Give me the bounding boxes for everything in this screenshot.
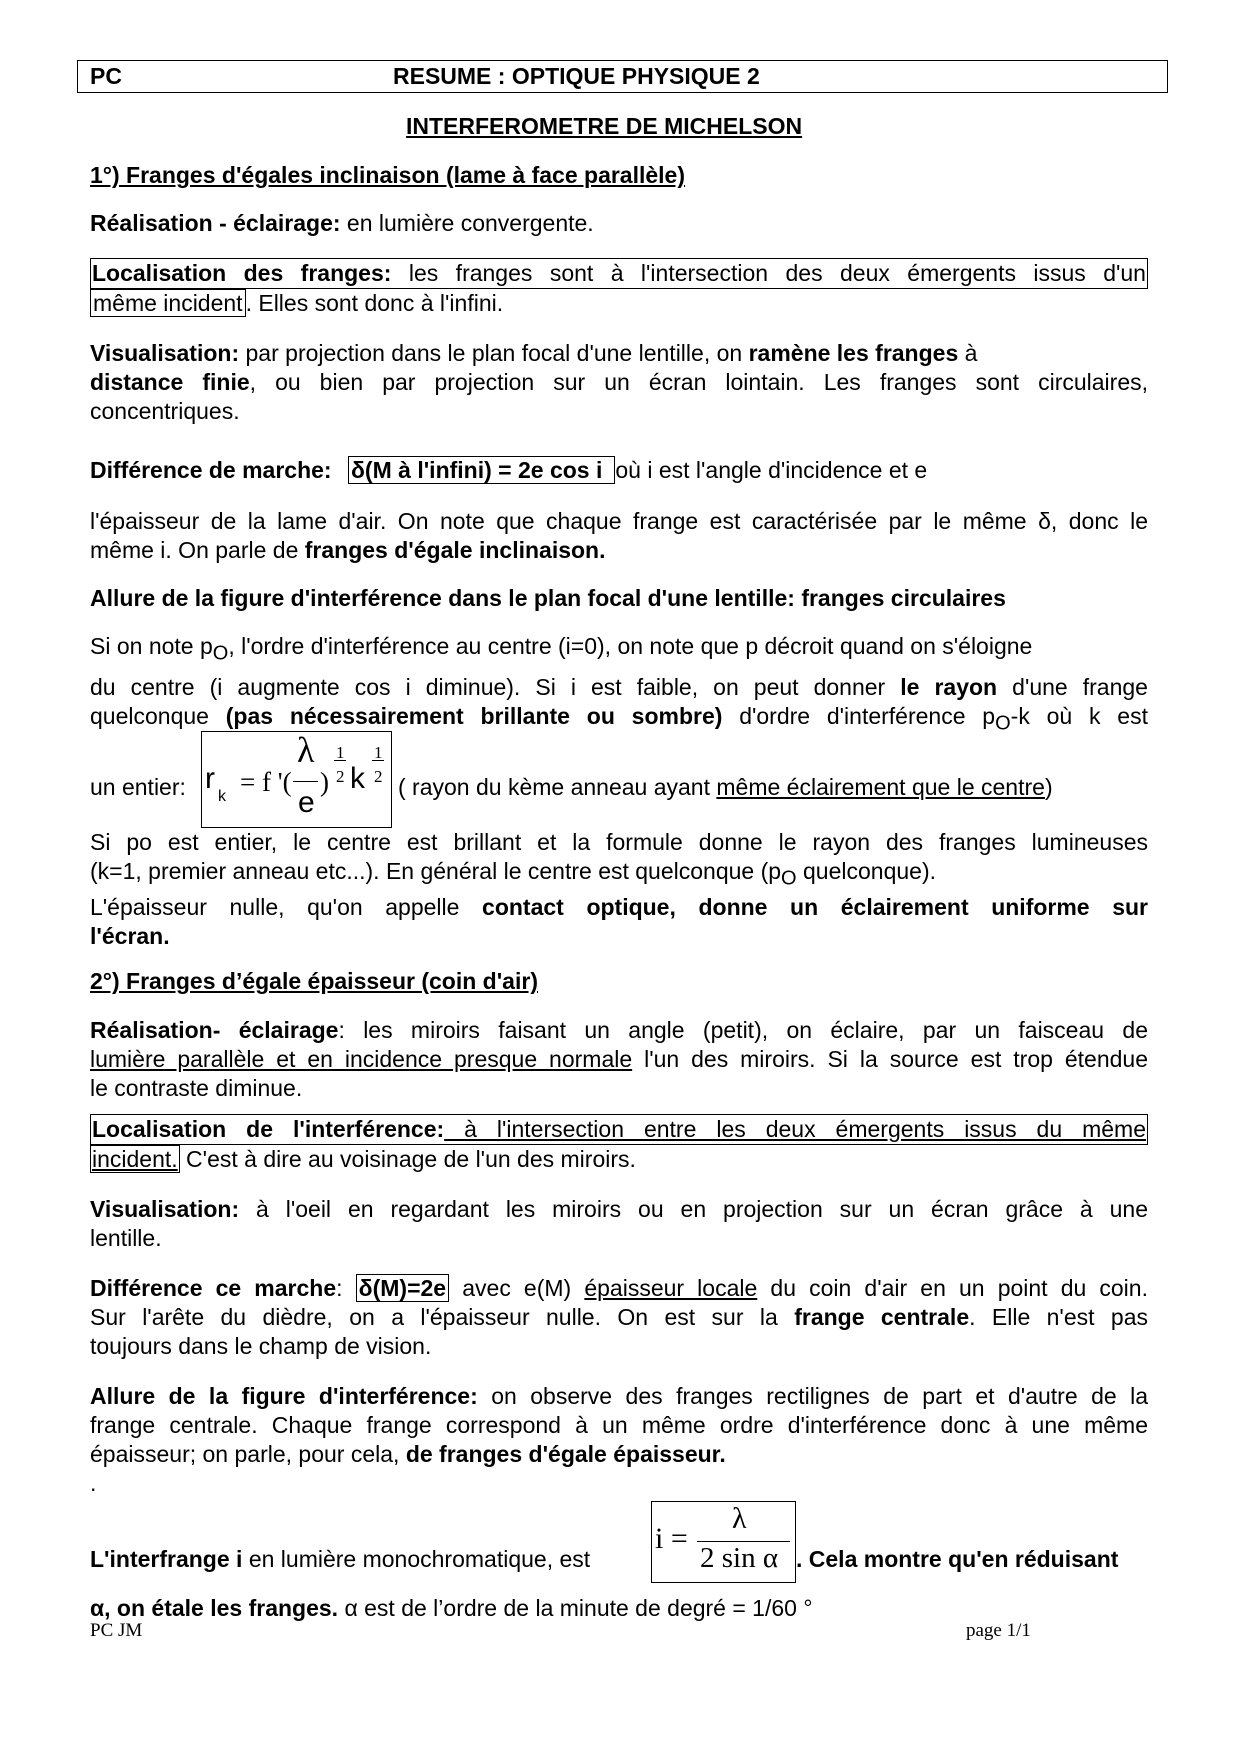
formula-close-paren: ) [320, 767, 329, 797]
s1-epaisseur: l'épaisseur de la lame d'air. On note que chaque frange est caractérisée par le même δ, donc le même i. On parle de franges d'égale inclinaison. [90, 508, 1148, 563]
formula-exp2-bar [372, 760, 384, 761]
document-title: INTERFEROMETRE DE MICHELSON [406, 113, 803, 139]
s1-realisation-label: Réalisation - éclairage: [90, 210, 341, 236]
formula-k: k [350, 762, 365, 795]
s1-realisation [90, 209, 594, 238]
interfrange-i: i = [655, 1522, 688, 1555]
interfrange-formula-box [651, 1501, 796, 1583]
formula-exp1-den: 2 [336, 767, 345, 786]
formula-exp1-bar [334, 760, 346, 761]
formula-r: r [205, 762, 215, 795]
s1-formula-caption: ( rayon du kème anneau ayant même éclairement que le centre) [398, 774, 1053, 800]
s1-diff-formula: δ(M à l'infini) = 2e cos i [348, 456, 615, 484]
s1-loc-line1: Localisation des franges: les franges sont à l'intersection des deux émergents issus d'un [90, 258, 1148, 289]
formula-e: e [298, 786, 315, 819]
section-1-heading: 1°) Franges d'égales inclinaison (lame à face parallèle) [90, 162, 686, 188]
s1-loc-line2: même incident . Elles sont donc à l'infini. [90, 289, 1148, 318]
formula-exp1-num: 1 [336, 743, 345, 762]
header-title: RESUME : OPTIQUE PHYSIQUE 2 [393, 63, 760, 89]
formula-r-subscript: k [218, 788, 226, 805]
s2-realisation: Réalisation- éclairage: les miroirs faisant un angle (petit), on éclaire, par un faisceau de lumière parallèle et en incidence presque normale l'un des miroirs. Si la source est trop étendue le contraste diminue. [90, 1017, 1148, 1101]
s1-epaisseur-nulle: L'épaisseur nulle, qu'on appelle contact optique, donne un éclairement uniforme sur l'écran. [90, 894, 1148, 949]
radius-formula-box [201, 731, 392, 828]
s2-difference-marche: Différence ce marche: δ(M)=2e avec e(M) épaisseur locale du coin d'air en un point du coin. Sur l'arête du dièdre, on a l'épaisseur nulle. On est sur la frange centrale. Elle n'est pas toujours dans le champ de vision. [90, 1275, 1148, 1359]
s2-alpha-line: α, on étale les franges. α est de l’ordre de la minute de degré = 1/60 ° [90, 1595, 813, 1621]
section-2-heading: 2°) Franges d’égale épaisseur (coin d'air) [90, 968, 538, 994]
formula-fraction-bar [293, 781, 318, 782]
s2-allure: Allure de la figure d'interférence: on observe des franges rectilignes de part et d'autre de la frange centrale. Chaque frange correspond à un même ordre d'interférence donc à une même épaisseur; on parle, pour cela, de franges d'égale épaisseur. . [90, 1383, 1149, 1496]
formula-equals: = f '( [240, 767, 292, 797]
s1-difference-marche: Différence de marche: δ(M à l'infini) = 2e cos i où i est l'angle d'incidence et e [90, 457, 928, 483]
s1-visualisation: Visualisation: par projection dans le plan focal d'une lentille, on ramène les franges à distance finie, ou bien par projection sur un écran lointain. Les franges sont circulaires, concentriques. [90, 340, 1149, 424]
s2-interfrange-label: L'interfrange i en lumière monochromatique, est [90, 1546, 591, 1572]
s1-realisation-text: en lumière convergente. [340, 210, 594, 236]
header-left: PC [90, 63, 122, 89]
s2-interfrange-after: . Cela montre qu'en réduisant [796, 1546, 1119, 1572]
s1-entier-label: un entier: [90, 774, 186, 800]
s2-visualisation: Visualisation: à l'oeil en regardant les miroirs ou en projection sur un écran grâce à une lentille. [90, 1196, 1148, 1251]
footer-page-number: page 1/1 [966, 1620, 1031, 1641]
s2-localisation: Localisation de l'interférence: à l'intersection entre les deux émergents issus du même incident. C'est à dire au voisinage de l'un des miroirs. [92, 1116, 1147, 1172]
s1-localisation [90, 258, 1148, 318]
interfrange-lambda: λ [732, 1502, 747, 1535]
s1-po-entier: Si po est entier, le centre est brillant et la formule donne le rayon des franges lumineuses (k=1, premier anneau etc...). En général le centre est quelconque ($p_O$ quelconque). [90, 829, 1148, 890]
interfrange-denominator: 2 sin α [700, 1542, 779, 1574]
s1-si-on-note: Si on note $p_O$, l'ordre d'interférence au centre (i=0), on note que p décroit quand on s'éloigne du centre (i augmente cos i diminue). Si i est faible, on peut donner le rayon d'une frange quelconque (pas nécessairement brillante ou sombre) d'ordre d'interférence $p_O-k$ où k est [90, 633, 1148, 735]
s2-diff-formula: δ(M)=2e [356, 1274, 449, 1302]
formula-lambda: λ [297, 730, 315, 770]
s1-allure-heading: Allure de la figure d'interférence dans le plan focal d'une lentille: franges circulaires [90, 585, 1006, 611]
footer-left: PC JM [90, 1620, 143, 1641]
formula-exp2-num: 1 [374, 743, 383, 762]
formula-exp2-den: 2 [374, 767, 383, 786]
